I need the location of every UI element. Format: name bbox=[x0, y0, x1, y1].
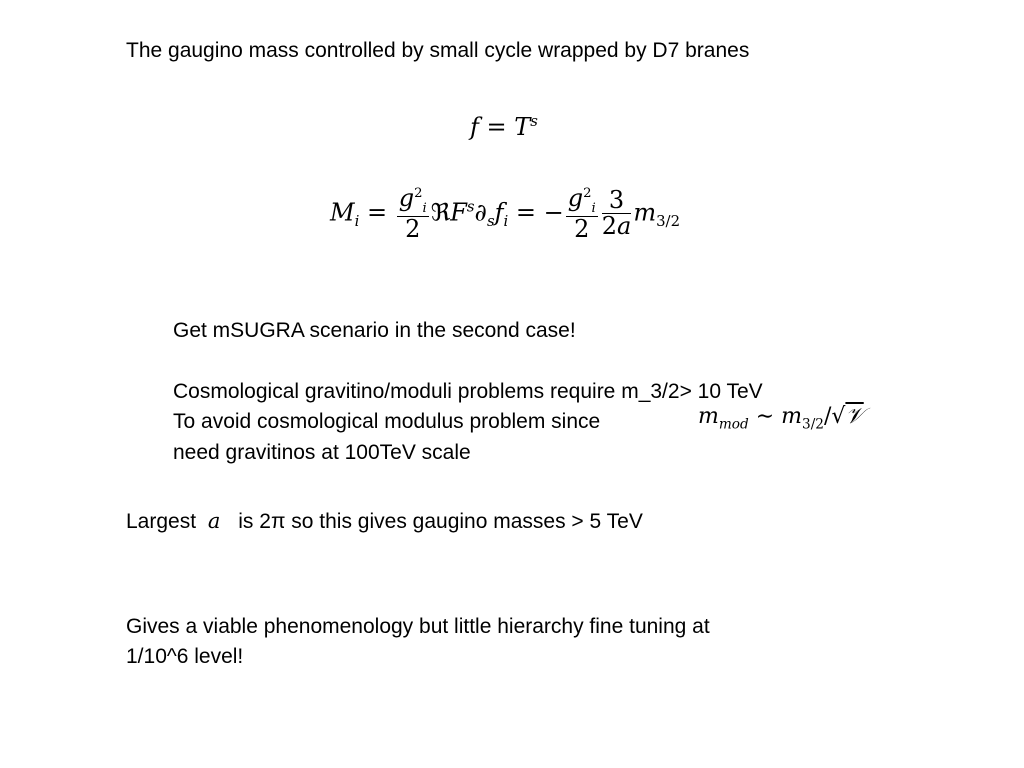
equation-modulus-mass: $m_{mod}$ ∼ $m_{3/2}/√𝒱$ bbox=[698, 404, 864, 433]
largest-rest: is 2π so this gives gaugino masses > 5 TeV bbox=[238, 510, 643, 533]
need-gravitinos-line: need gravitinos at 100TeV scale bbox=[173, 441, 471, 464]
phenomenology-line-1: Gives a viable phenomenology but little hierarchy fine tuning at bbox=[126, 615, 710, 638]
cosmological-problem-line: Cosmological gravitino/moduli problems require m_3/2> 10 TeV bbox=[173, 380, 763, 403]
phenomenology-line-2: 1/10^6 level! bbox=[126, 645, 244, 668]
symbol-a: a bbox=[207, 509, 221, 533]
largest-a-line bbox=[126, 506, 643, 537]
largest-label: Largest bbox=[126, 510, 197, 533]
equation-gaugino-mass: $M_i$ = $\frac{g^2_i}{2}$ $ℜF^s\partial_sf_i$ = − $\frac{g^2_i}{2}$ $\frac{3}{2a}$ $m_{3/2}$ bbox=[330, 184, 681, 243]
equation-gauge-kinetic-function: $f = T^s$ bbox=[470, 112, 538, 141]
slide-heading: The gaugino mass controlled by small cycle wrapped by D7 branes bbox=[126, 39, 750, 62]
avoid-modulus-line: To avoid cosmological modulus problem since bbox=[173, 410, 601, 433]
msugra-line: Get mSUGRA scenario in the second case! bbox=[173, 319, 576, 342]
